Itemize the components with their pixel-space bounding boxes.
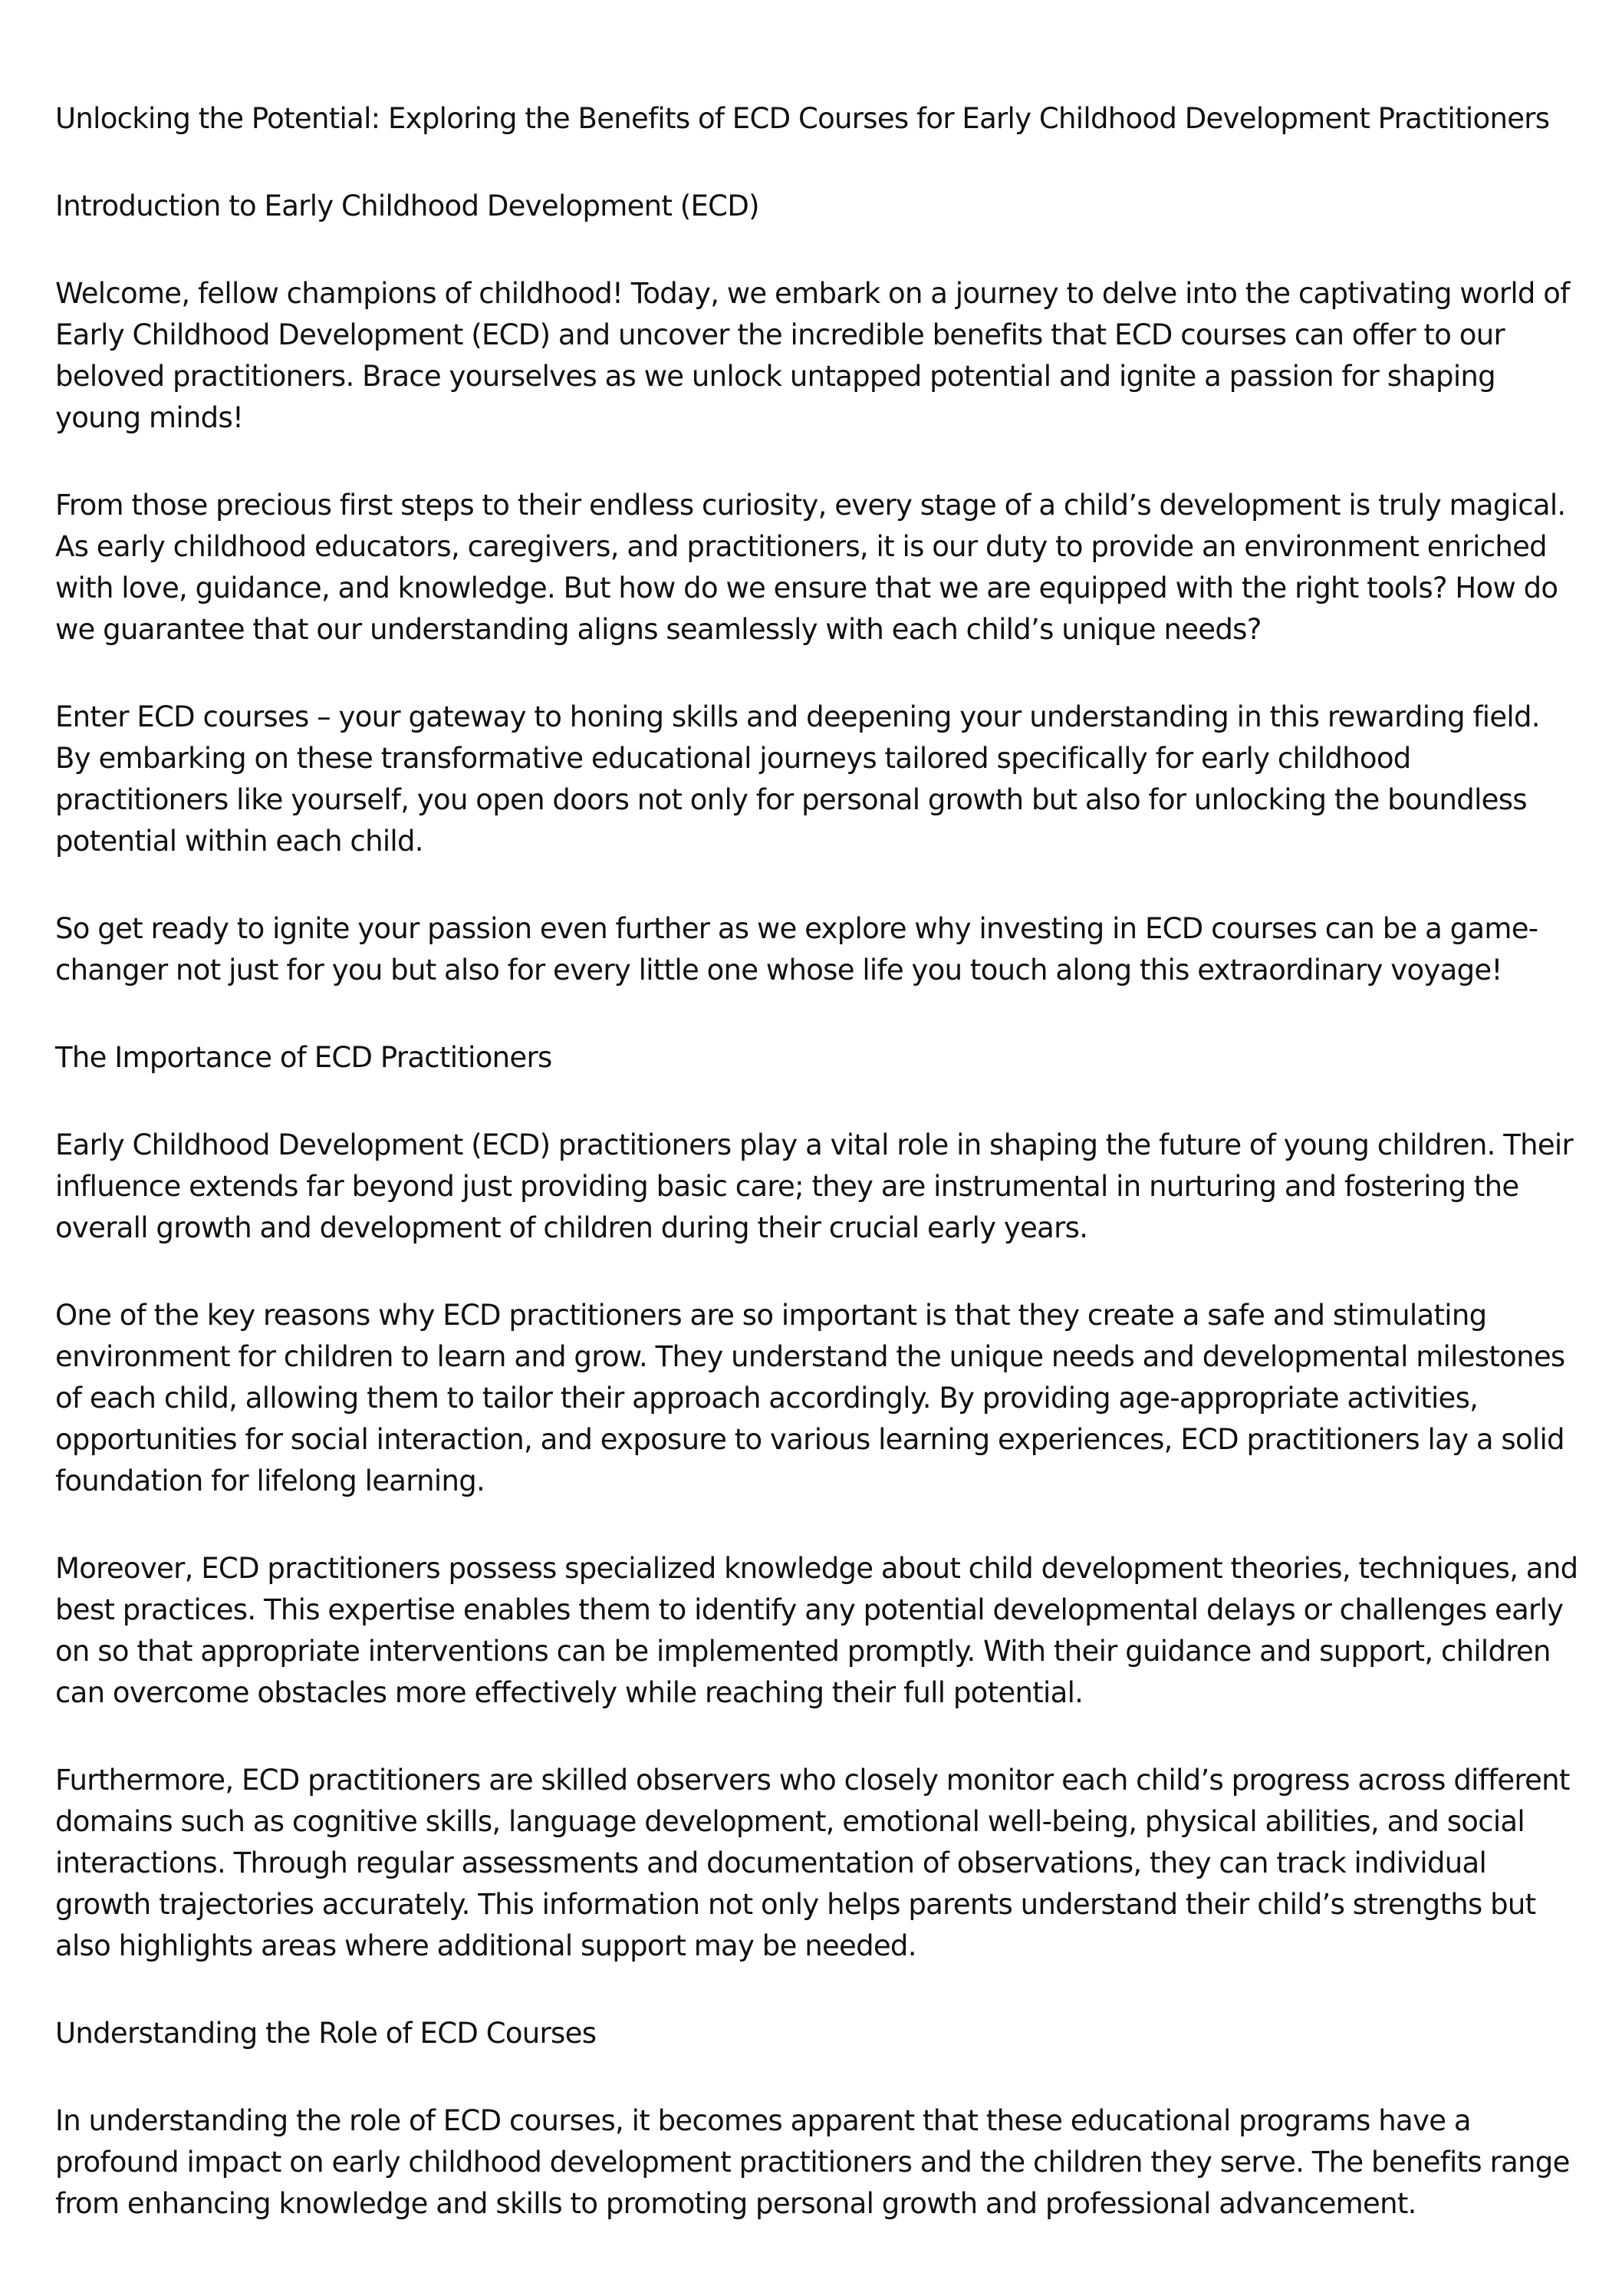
document-page: [55, 98, 1581, 2225]
paragraph: Early Childhood Development (ECD) practitioners play a vital role in shaping the future of young children. Their influence extends far beyond just providing basic care; they are instrumental in nurturing and fostering the overall growth and development of children during their crucial early years.: [55, 1128, 1574, 1244]
paragraph: Furthermore, ECD practitioners are skilled observers who closely monitor each child’s progress across different domains such as cognitive skills, language development, emotional well-being, physical abilities, and social interactions. Through regular assessments and documentation of observations, they can track individual growth trajectories accurately. This information not only helps parents understand their child’s strengths but also highlights areas where additional support may be needed.: [55, 1764, 1570, 1962]
section-heading: The Importance of ECD Practitioners: [55, 1041, 552, 1074]
section-importance: [55, 1037, 1581, 1967]
paragraph: Welcome, fellow champions of childhood! Today, we embark on a journey to delve into the captivating world of Early Childhood Development (ECD) and uncover the incredible benefits that ECD courses can offer to our beloved practitioners. Brace yourselves as we unlock untapped potential and ignite a passion for shaping young minds!: [55, 277, 1570, 434]
paragraph: From those precious first steps to their endless curiosity, every stage of a child’s development is truly magical. As early childhood educators, caregivers, and practitioners, it is our duty to provide an environment enriched with love, guidance, and knowledge. But how do we ensure that we are equipped with the right tools? How do we guarantee that our understanding aligns seamlessly with each child’s unique needs?: [55, 489, 1566, 646]
section-introduction: [55, 186, 1581, 991]
section-heading: Introduction to Early Childhood Development (ECD): [55, 189, 759, 222]
paragraph: So get ready to ignite your passion even further as we explore why investing in ECD courses can be a game-changer not just for you but also for every little one whose life you touch along this extraordinary voyage!: [55, 912, 1538, 987]
paragraph: One of the key reasons why ECD practitioners are so important is that they create a safe and stimulating environment for children to learn and grow. They understand the unique needs and developmental milestones of each child, allowing them to tailor their approach accordingly. By providing age-appropriate activities, opportunities for social interaction, and exposure to various learning experiences, ECD practitioners lay a solid foundation for lifelong learning.: [55, 1299, 1565, 1497]
section-role-of-courses: [55, 2013, 1581, 2225]
paragraph: Enter ECD courses – your gateway to honing skills and deepening your understanding in this rewarding field. By embarking on these transformative educational journeys tailored specifically for early childhood practitioners like yourself, you open doors not only for personal growth but also for unlocking the boundless potential within each child.: [55, 700, 1540, 858]
document-title: Unlocking the Potential: Exploring the Benefits of ECD Courses for Early Childhood Development Practitioners: [55, 102, 1550, 135]
paragraph: In understanding the role of ECD courses, it becomes apparent that these educational programs have a profound impact on early childhood development practitioners and the children they serve. The benefits range from enhancing knowledge and skills to promoting personal growth and professional advancement.: [55, 2104, 1570, 2220]
paragraph: Moreover, ECD practitioners possess specialized knowledge about child development theories, techniques, and best practices. This expertise enables them to identify any potential developmental delays or challenges early on so that appropriate interventions can be implemented promptly. With their guidance and support, children can overcome obstacles more effectively while reaching their full potential.: [55, 1552, 1578, 1709]
section-heading: Understanding the Role of ECD Courses: [55, 2017, 597, 2050]
